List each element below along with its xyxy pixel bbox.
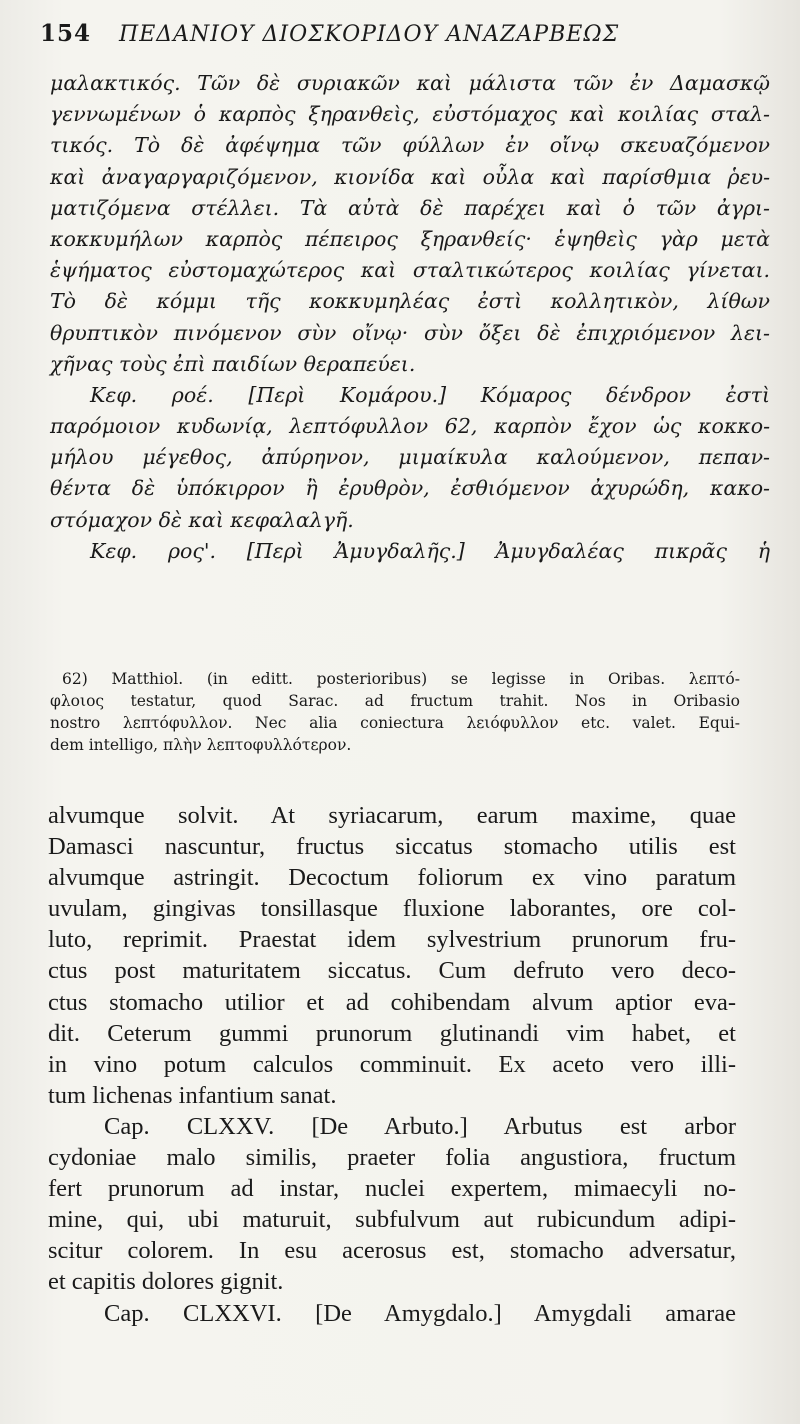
- latin-text-block: [48, 800, 736, 1329]
- latin-line: in vino potum calculos comminuit. Ex aceto vero illi-: [48, 1050, 736, 1078]
- greek-text-block: [50, 68, 770, 567]
- footnote-line: dem intelligo, πλὴν λεπτοφυλλότερον.: [50, 736, 352, 754]
- latin-line: ctus stomacho utilior et ad cohibendam alvum aptior eva-: [48, 988, 736, 1016]
- footnote-line: φλοιος testatur, quod Sarac. ad fructum trahit. Nos in Oribasio: [50, 692, 740, 710]
- footnote-block: [50, 668, 740, 756]
- greek-line: μαλακτικός. Τῶν δὲ συριακῶν καὶ μάλιστα τῶν ἐν Δαμασκῷ: [50, 71, 770, 95]
- greek-line: θέντα δὲ ὑπόκιρρον ἢ ἐρυθρὸν, ἐσθιόμενον ἀχυρώδη, κακο-: [50, 476, 770, 501]
- greek-line: γεννωμένων ὁ καρπὸς ξηρανθεὶς, εὐστόμαχος καὶ κοιλίας σταλ-: [50, 102, 770, 127]
- latin-line: fert prunorum ad instar, nuclei expertem, mimaecyli no-: [48, 1175, 736, 1203]
- latin-line: luto, reprimit. Praestat idem sylvestrium prunorum fru-: [48, 926, 736, 954]
- greek-line: κοκκυμήλων καρπὸς πέπειρος ξηρανθείς· ἑψηθεὶς γὰρ μετὰ: [50, 226, 770, 251]
- greek-line: μήλου μέγεθος, ἀπύρηνον, μιμαίκυλα καλούμενον, πεπαν-: [50, 445, 770, 470]
- footnote-line: nostro λεπτόφυλλον. Nec alia coniectura λειόφυλλον etc. valet. Equi-: [50, 714, 740, 732]
- latin-line: dit. Ceterum gummi prunorum glutinandi vim habet, et: [48, 1019, 736, 1047]
- latin-line: alvumque astringit. Decoctum foliorum ex vino paratum: [48, 864, 736, 892]
- latin-chapter-heading-line: Cap. CLXXV. [De Arbuto.] Arbutus est arbor: [104, 1112, 736, 1140]
- greek-line: τικός. Τὸ δὲ ἀφέψημα τῶν φύλλων ἐν οἴνῳ σκευαζόμενον: [50, 133, 770, 158]
- latin-line: mine, qui, ubi maturuit, subfulvum aut rubicundum adipi-: [48, 1206, 736, 1234]
- greek-chapter-heading-line: Κεφ. ροέ. [Περὶ Κομάρου.] Κόμαρος δένδρον ἐστὶ: [90, 382, 770, 407]
- running-header: [40, 20, 760, 66]
- greek-line: καὶ ἀναγαργαριζόμενον, κιονίδα καὶ οὖλα καὶ παρίσθμια ῥευ-: [50, 164, 770, 189]
- page-number: 154: [40, 20, 92, 47]
- latin-line: tum lichenas infantium sanat.: [48, 1081, 337, 1109]
- latin-line: cydoniae malo similis, praeter folia angustiora, fructum: [48, 1144, 736, 1172]
- greek-chapter-heading-line: Κεφ. ρος'. [Περὶ Ἀμυγδαλῆς.] Ἀμυγδαλέας πικρᾶς ἡ: [90, 538, 770, 563]
- latin-line: uvulam, gingivas tonsillasque fluxione laborantes, ore col-: [48, 895, 736, 923]
- latin-line: et capitis dolores gignit.: [48, 1268, 284, 1296]
- footnote-line: 62) Matthiol. (in editt. posterioribus) se legisse in Oribas. λεπτό-: [62, 670, 740, 688]
- greek-line: ματιζόμενα στέλλει. Τὰ αὐτὰ δὲ παρέχει καὶ ὁ τῶν ἀγρι-: [50, 195, 770, 220]
- greek-line: χῆνας τοὺς ἐπὶ παιδίων θεραπεύει.: [50, 351, 416, 376]
- latin-line: scitur colorem. In esu acerosus est, stomacho adversatur,: [48, 1237, 736, 1265]
- greek-line: παρόμοιον κυδωνίᾳ, λεπτόφυλλον 62, καρπὸν ἔχον ὡς κοκκο-: [50, 414, 770, 439]
- latin-line: ctus post maturitatem siccatus. Cum defruto vero deco-: [48, 957, 736, 985]
- greek-line: ἑψήματος εὐστομαχώτερος καὶ σταλτικώτερος κοιλίας γίνεται.: [50, 258, 770, 283]
- greek-line: στόμαχον δὲ καὶ κεφαλαλγῆ.: [50, 507, 354, 532]
- greek-line: Τὸ δὲ κόμμι τῆς κοκκυμηλέας ἐστὶ κολλητικὸν, λίθων: [50, 289, 770, 314]
- running-title: ΠΕΔΑΝΙΟΥ ΔΙΟΣΚΟΡΙΔΟΥ ΑΝΑΖΑΡΒΕΩΣ: [119, 22, 620, 47]
- latin-line: alvumque solvit. At syriacarum, earum maxime, quae: [48, 802, 736, 829]
- latin-chapter-heading-line: Cap. CLXXVI. [De Amygdalo.] Amygdali amarae: [104, 1299, 736, 1327]
- latin-line: Damasci nascuntur, fructus siccatus stomacho utilis est: [48, 833, 736, 861]
- greek-line: θρυπτικὸν πινόμενον σὺν οἴνῳ· σὺν ὄξει δὲ ἐπιχριόμενον λει-: [50, 320, 770, 345]
